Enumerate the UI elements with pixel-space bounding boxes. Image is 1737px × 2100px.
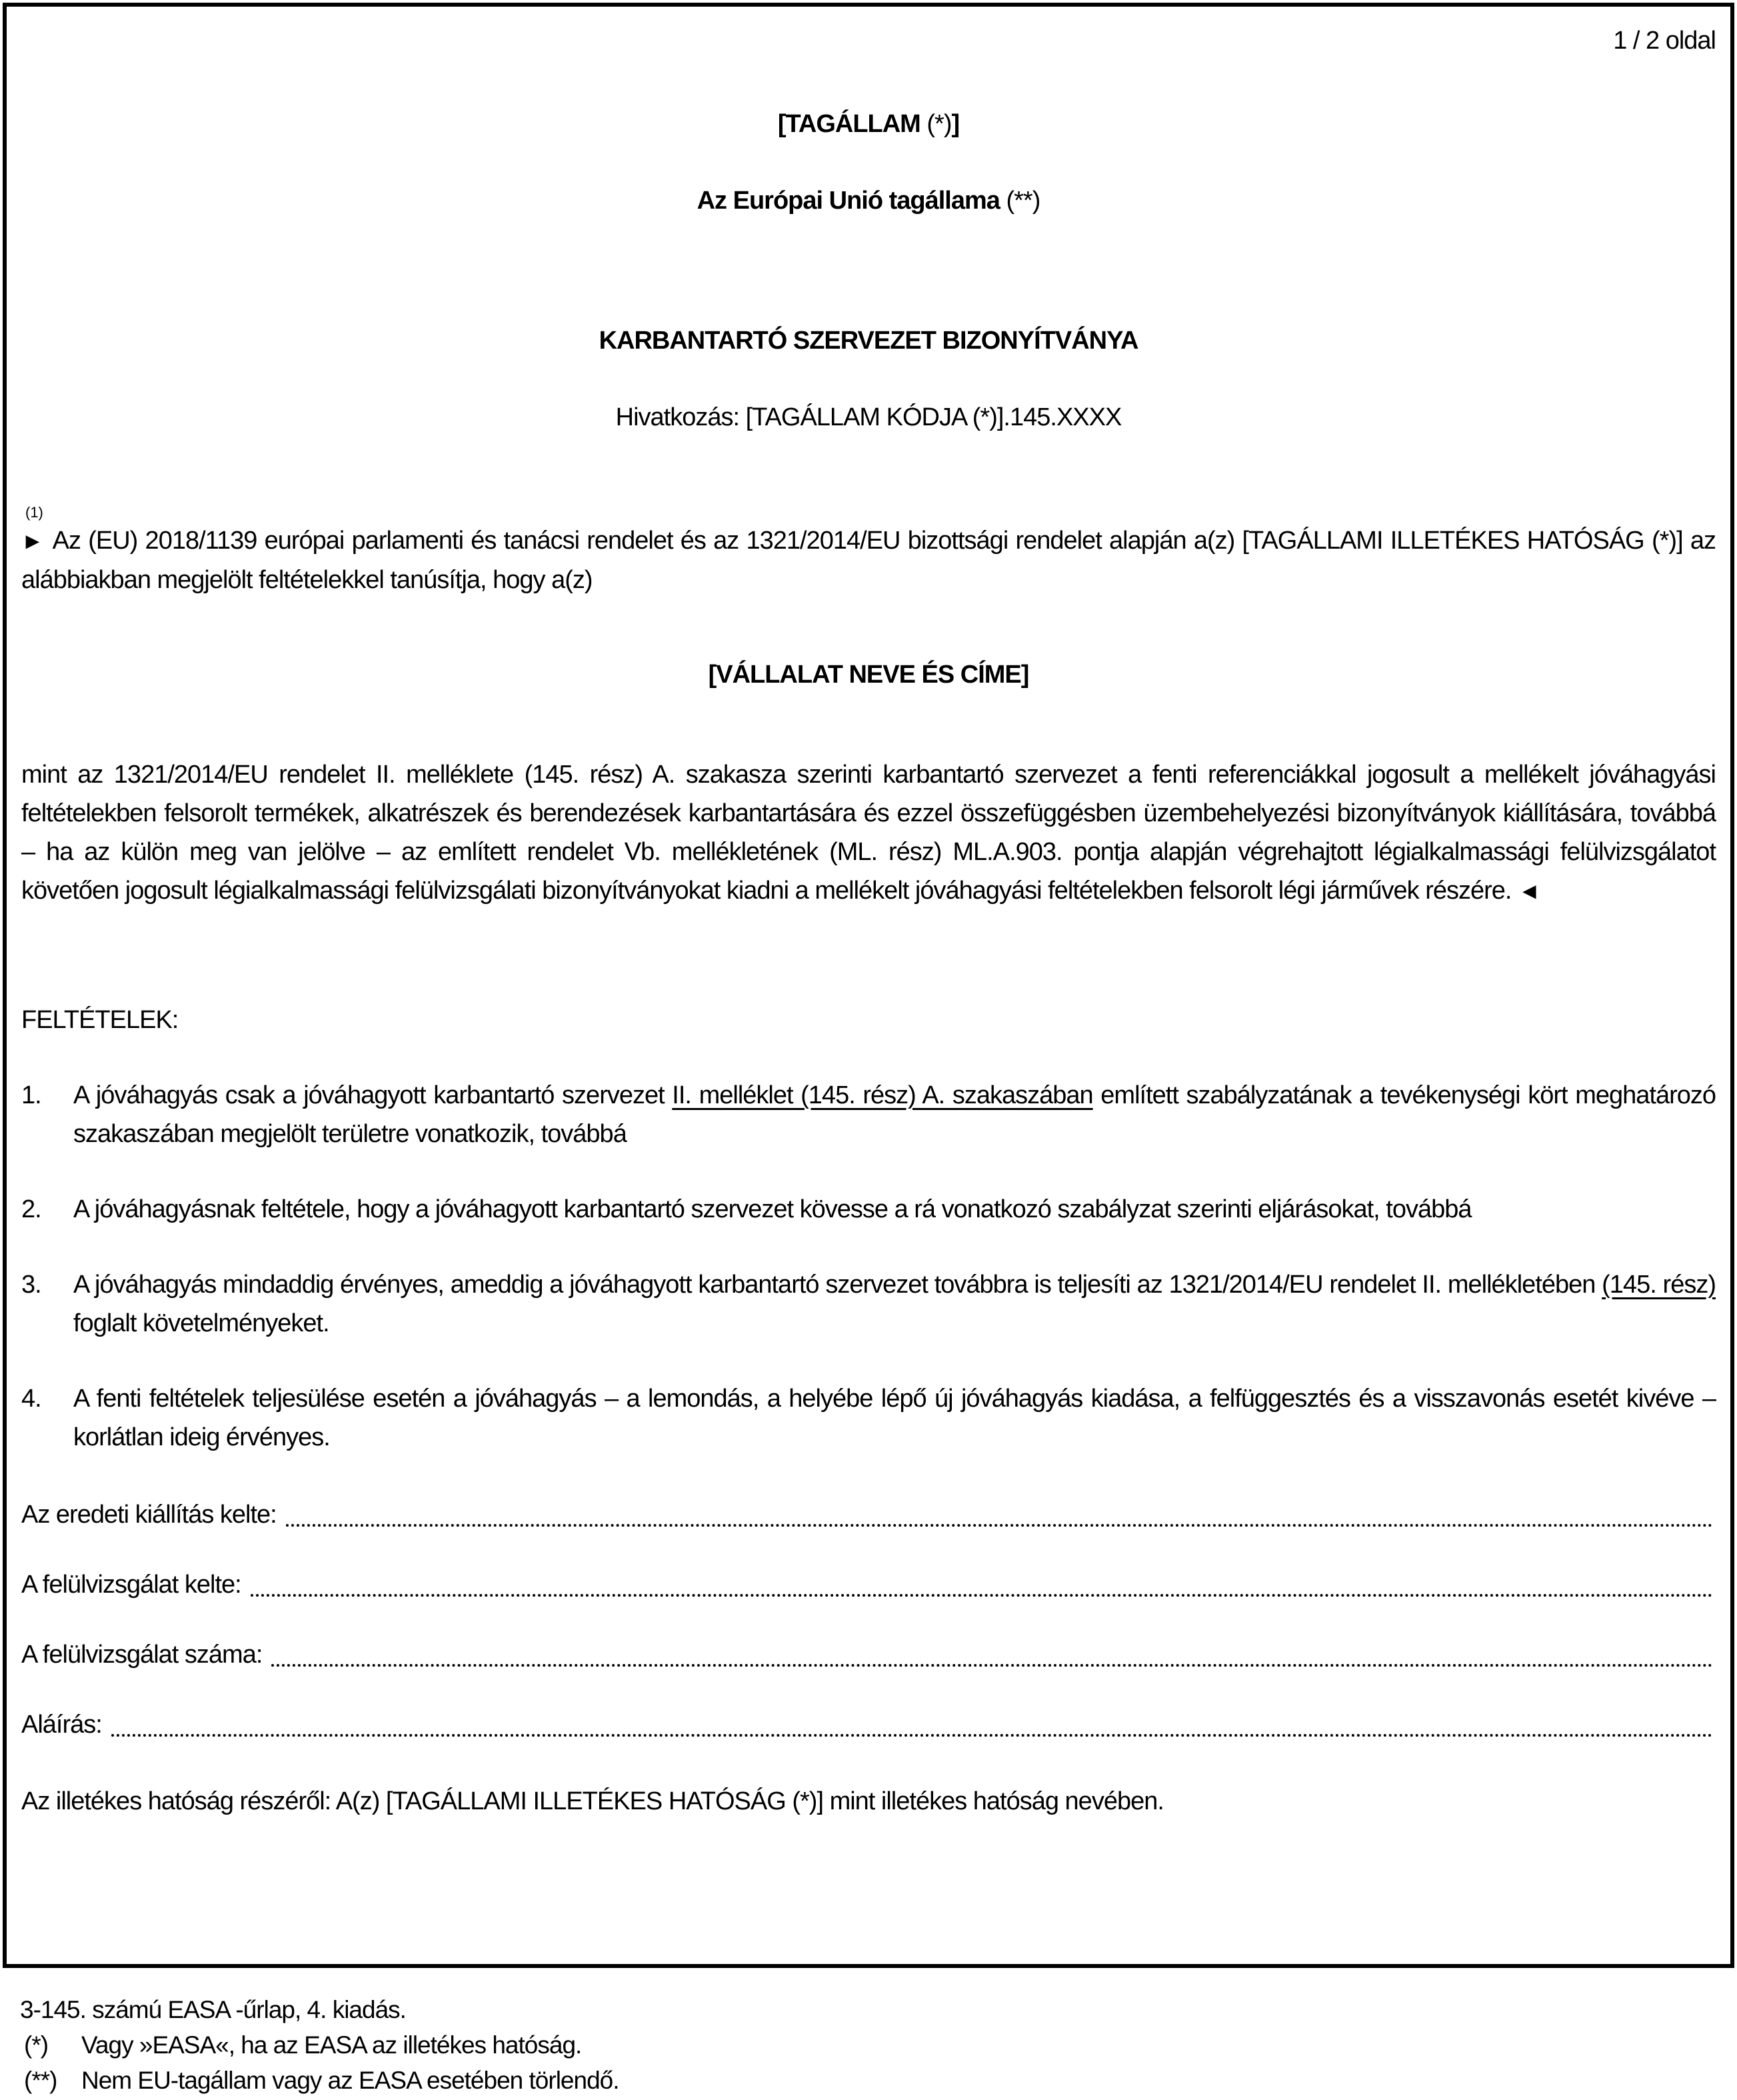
condition-text: [73, 1190, 1716, 1229]
condition-text-pre: A jóváhagyás csak a jóváhagyott karbantartó szervezet: [73, 1081, 673, 1109]
footnote-text: Nem EU-tagállam vagy az EASA esetében törlendő.: [81, 2067, 619, 2094]
eu-member-text: Az Európai Unió tagállama: [697, 187, 1000, 215]
condition-number: 3.: [21, 1271, 41, 1299]
authority-line: Az illetékes hatóság részéről: A(z) [TAGÁLLAMI ILLETÉKES HATÓSÁG (*)] mint illetékes hatóság nevében.: [21, 1787, 1164, 1815]
footnote-star: [20, 2027, 1717, 2063]
member-state-bracket: ]: [951, 110, 960, 138]
field-label: Az eredeti kiállítás kelte:: [21, 1501, 277, 1529]
form-reference: 3-145. számú EASA -űrlap, 4. kiadás.: [20, 1996, 406, 2023]
condition-text-post: említett szabályzatának a tevékenységi kört meghatározó szakaszában megjelölt területre vonatkozik, továbbá: [73, 1081, 1716, 1148]
field-label: A felülvizsgálat kelte:: [21, 1571, 241, 1599]
condition-text-post: foglalt követelményeket.: [73, 1309, 329, 1337]
triangle-right-icon: ►: [21, 529, 43, 554]
member-state-heading: [21, 105, 1716, 143]
company-name-heading: [VÁLLALAT NEVE ÉS CÍME]: [708, 661, 1029, 689]
footer: [20, 1992, 1717, 2098]
intro-paragraph: [21, 504, 1716, 599]
field-row-signature: [21, 1705, 1716, 1744]
body-paragraph: [21, 755, 1716, 911]
page-number: 1 / 2 oldal: [1613, 27, 1716, 55]
condition-text-underlined: (145. rész): [1602, 1271, 1716, 1299]
reference-line: Hivatkozás: [TAGÁLLAM KÓDJA (*)].145.XXXX: [615, 403, 1122, 431]
body-text: mint az 1321/2014/EU rendelet II. melléklete (145. rész) A. szakasza szerinti karbantartó szervezet a fenti referenciákkal jogosult a mellékelt jóváhagyási feltételekben felsorolt termékek, alkatrészek és berendezések karbantartására és ezzel összefüggésben üzembehelyezési bizonyítványok kiállítására, továbbá – ha az külön meg van jelölve – az említett rendelet Vb. mellékletének (ML. rész) ML.A.903. pontja alapján végrehajtott légialkalmassági felülvizsgálatot követően jogosult légialkalmassági felülvizsgálati bizonyítványokat kiadni a mellékelt jóváhagyási feltételekben felsorolt légi járművek részére.: [21, 761, 1716, 905]
condition-item-2: [21, 1190, 1716, 1229]
amendment-marker-open: [21, 504, 43, 561]
eu-member-heading: [21, 181, 1716, 220]
condition-text: [73, 1265, 1716, 1343]
condition-text: [73, 1379, 1716, 1457]
condition-number: 4.: [21, 1385, 41, 1413]
field-label: A felülvizsgálat száma:: [21, 1641, 263, 1669]
conditions-heading: FELTÉTELEK:: [21, 1006, 179, 1034]
triangle-left-icon: ◄: [1518, 879, 1540, 904]
condition-number: 2.: [21, 1195, 41, 1223]
eu-member-footnote-ref: (**): [999, 187, 1040, 215]
certificate-title: KARBANTARTÓ SZERVEZET BIZONYÍTVÁNYA: [599, 327, 1138, 355]
condition-text-pre: A jóváhagyásnak feltétele, hogy a jóváhagyott karbantartó szervezet kövesse a rá vonatkozó szabályzat szerinti eljárásokat, továbbá: [73, 1195, 1472, 1223]
footnote-text: Vagy »EASA«, ha az EASA az illetékes hatóság.: [81, 2031, 582, 2059]
dotted-fill-line: [286, 1524, 1713, 1527]
condition-text-pre: A jóváhagyás mindaddig érvényes, ameddig a jóváhagyott karbantartó szervezet továbbra is teljesíti az 1321/2014/EU rendelet II. mellékletében: [73, 1271, 1602, 1299]
field-row-original-issue-date: [21, 1495, 1716, 1534]
dotted-fill-line: [271, 1664, 1713, 1667]
condition-item-3: [21, 1265, 1716, 1343]
amendment-number: (1): [25, 504, 43, 521]
footnote-double-star: [20, 2063, 1717, 2098]
field-label: Aláírás:: [21, 1711, 102, 1739]
member-state-text: [TAGÁLLAM: [777, 110, 920, 138]
document-frame: [3, 3, 1734, 1968]
condition-item-4: [21, 1379, 1716, 1457]
footnote-marker: (*): [24, 2031, 49, 2059]
condition-text-pre: A fenti feltételek teljesülése esetén a jóváhagyás – a lemondás, a helyébe lépő új jóváhagyás kiadása, a felfüggesztés és a visszavonás esetét kivéve – korlátlan ideig érvényes.: [73, 1385, 1716, 1451]
dotted-fill-line: [111, 1734, 1713, 1737]
dotted-fill-line: [251, 1594, 1713, 1597]
intro-text: Az (EU) 2018/1139 európai parlamenti és tanácsi rendelet és az 1321/2014/EU bizottsági rendelet alapján a(z) [TAGÁLLAMI ILLETÉKES HATÓSÁG (*)] az alábbiakban megjelölt feltételekkel tanúsítja, hogy a(z): [21, 527, 1716, 594]
condition-number: 1.: [21, 1081, 41, 1109]
condition-item-1: [21, 1076, 1716, 1153]
field-row-revision-date: [21, 1565, 1716, 1604]
footnote-marker: (**): [24, 2067, 57, 2094]
member-state-footnote-ref: (*): [920, 110, 952, 138]
condition-text: [73, 1076, 1716, 1153]
field-row-revision-number: [21, 1635, 1716, 1674]
condition-text-underlined: II. melléklet (145. rész) A. szakaszában: [672, 1081, 1093, 1109]
